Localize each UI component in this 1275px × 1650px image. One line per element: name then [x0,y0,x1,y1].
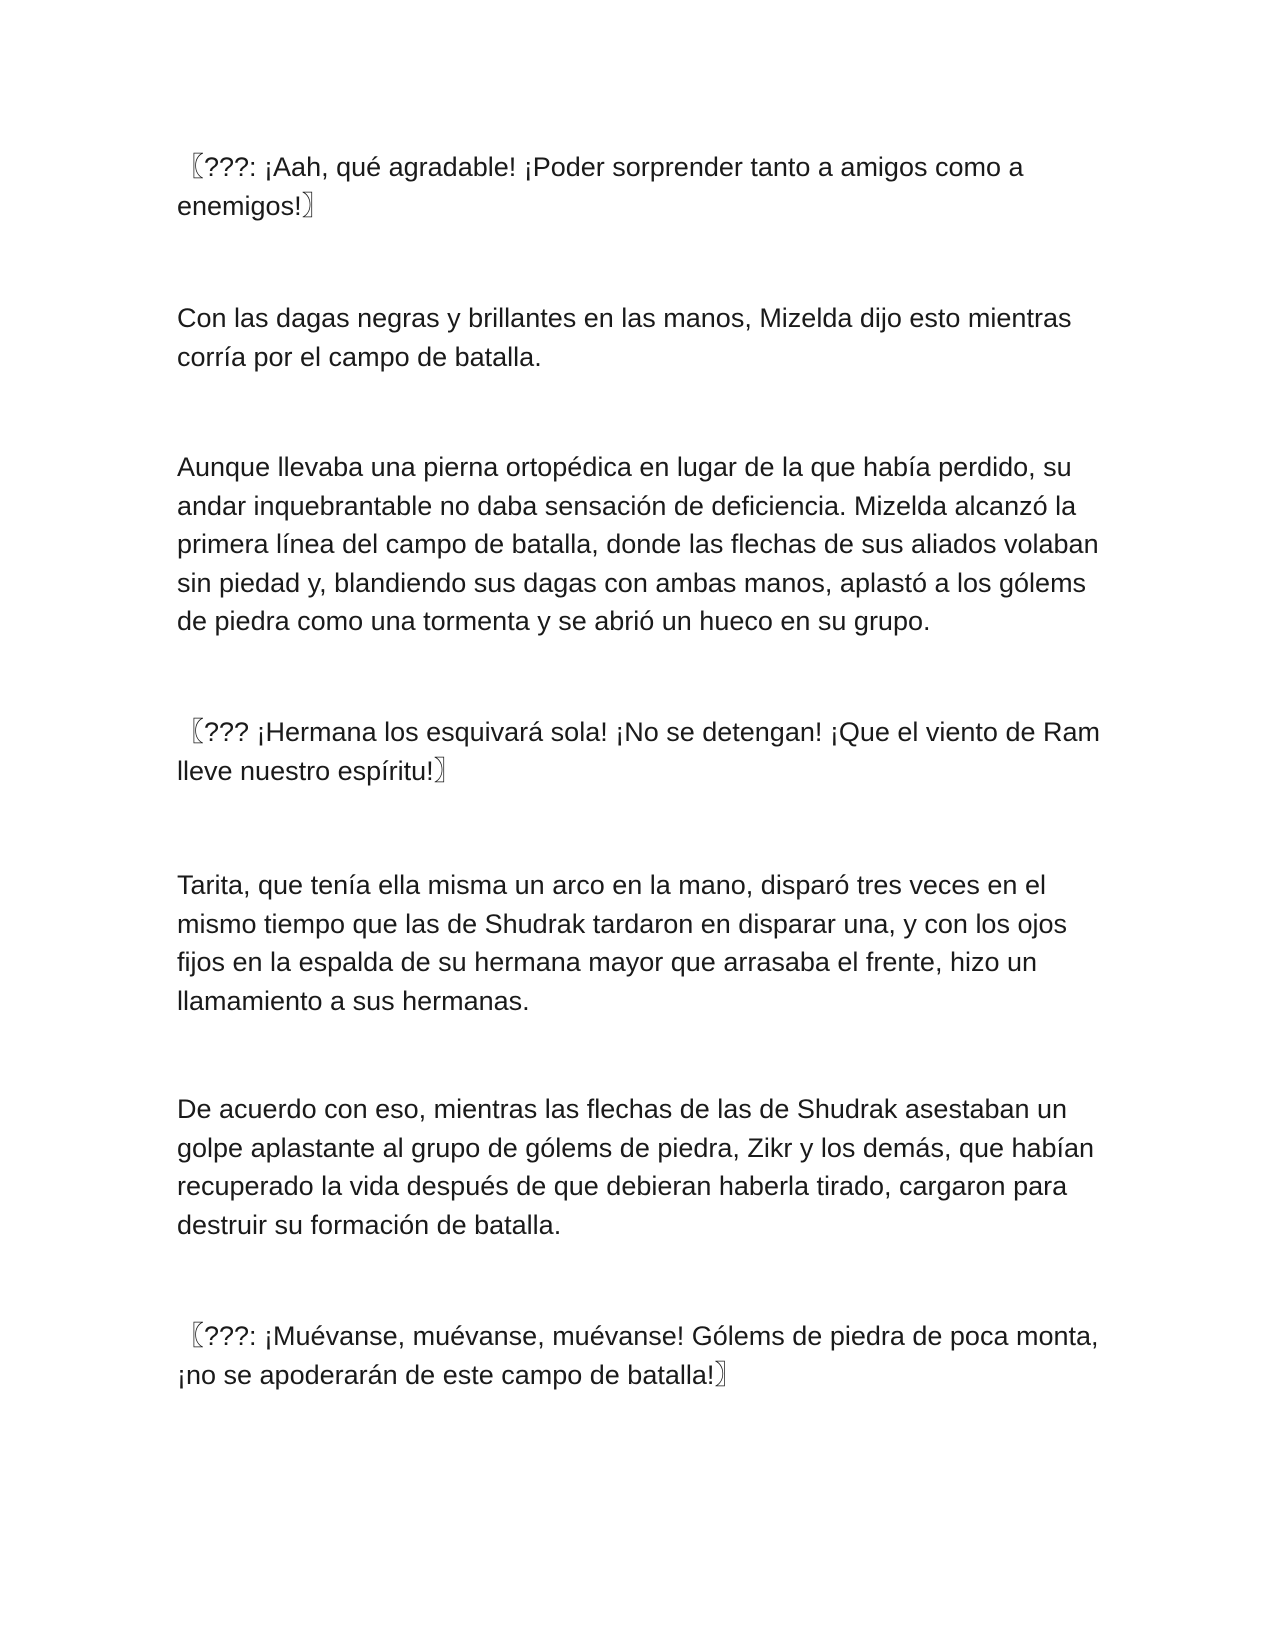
dialogue-paragraph: 〖???: ¡Muévanse, muévanse, muévanse! Gólems de piedra de poca monta, ¡no se apoderarán de este campo de batalla!〗 [177,1321,1099,1390]
dialogue-paragraph: 〖??? ¡Hermana los esquivará sola! ¡No se detengan! ¡Que el viento de Ram lleve nuestro espíritu!〗 [177,717,1100,786]
dialogue-paragraph: 〖???: ¡Aah, qué agradable! ¡Poder sorprender tanto a amigos como a enemigos!〗 [177,152,1024,221]
narrative-paragraph: De acuerdo con eso, mientras las flechas de las de Shudrak asestaban un golpe aplastante al grupo de gólems de piedra, Zikr y los demás, que habían recuperado la vida después de que debieran haberla tirado, cargaron para destruir su formación de batalla. [177,1094,1095,1240]
narrative-paragraph: Con las dagas negras y brillantes en las manos, Mizelda dijo esto mientras corría por el campo de batalla. [177,303,1072,372]
narrative-paragraph: Tarita, que tenía ella misma un arco en la mano, disparó tres veces en el mismo tiempo que las de Shudrak tardaron en disparar una, y con los ojos fijos en la espalda de su hermana mayor que arrasaba el frente, hizo un llamamiento a sus hermanas. [177,870,1067,1016]
narrative-paragraph: Aunque llevaba una pierna ortopédica en lugar de la que había perdido, su andar inquebrantable no daba sensación de deficiencia. Mizelda alcanzó la primera línea del campo de batalla, donde las flechas de sus aliados volaban sin piedad y, blandiendo sus dagas con ambas manos, aplastó a los gólems de piedra como una tormenta y se abrió un hueco en su grupo. [177,452,1099,636]
